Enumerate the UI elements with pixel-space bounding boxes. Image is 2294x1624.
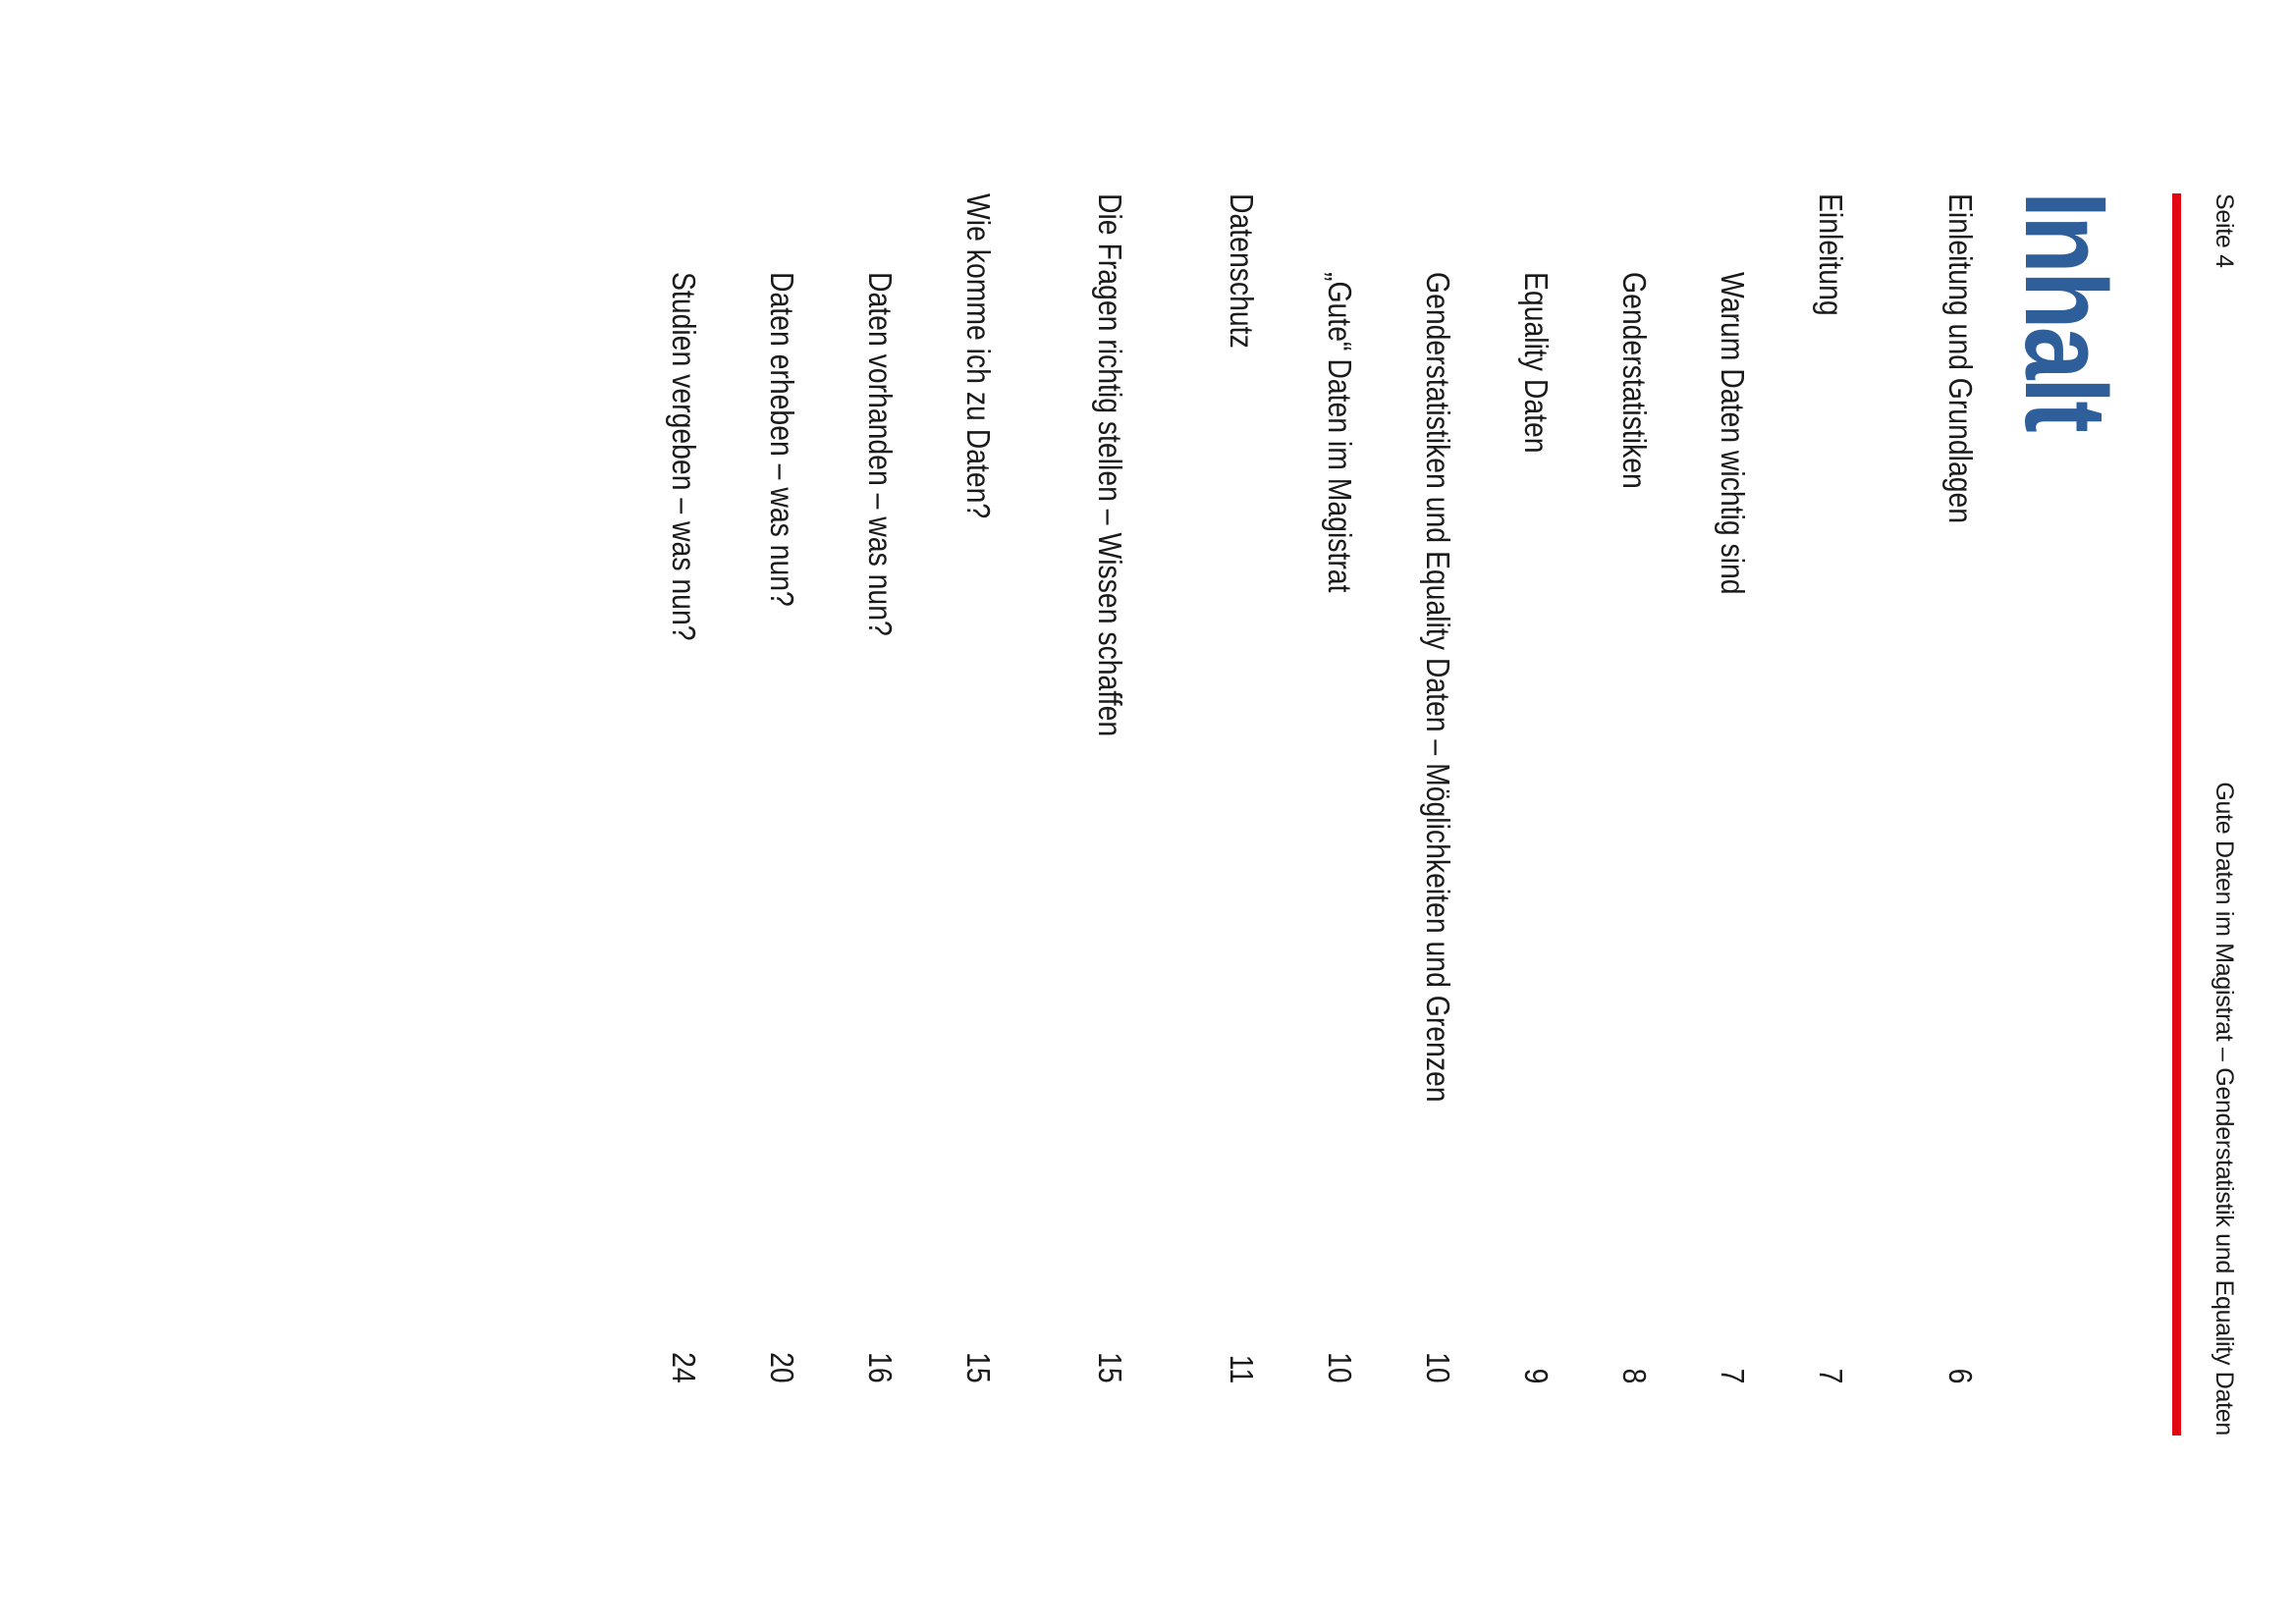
toc-entry-warum-daten-wichtig-sind[interactable]	[1707, 193, 1752, 1383]
toc-entry-label: Genderstatistiken und Equality Daten – Möglichkeiten und Grenzen	[1420, 272, 1456, 1103]
toc-entry-label: Warum Daten wichtig sind	[1715, 272, 1751, 595]
table-of-contents	[0, 193, 2294, 1383]
toc-entry-label: Einleitung	[1813, 193, 1849, 316]
toc-entry-label: Einleitung und Grundlagen	[1942, 193, 1979, 524]
toc-entry-datenschutz[interactable]	[1216, 193, 1261, 1383]
toc-entry-label: Wie komme ich zu Daten?	[960, 193, 997, 519]
toc-entry-page: 15	[1092, 1352, 1128, 1383]
toc-entry-label: Equality Daten	[1518, 272, 1555, 454]
toc-entry-label: „Gute“ Daten im Magistrat	[1322, 272, 1358, 593]
toc-entry-label: Die Fragen richtig stellen – Wissen schaffen	[1092, 193, 1128, 737]
toc-entry-page: 6	[1942, 1368, 1979, 1383]
toc-entry-page: 11	[1224, 1354, 1260, 1383]
toc-entry-label: Studien vergeben – was nun?	[666, 272, 702, 641]
toc-entry-page: 7	[1813, 1368, 1849, 1383]
toc-entry-page: 7	[1715, 1368, 1751, 1383]
toc-entry-label: Daten vorhanden – was nun?	[862, 272, 899, 636]
toc-entry-page: 10	[1322, 1352, 1358, 1383]
toc-entry-page: 8	[1616, 1368, 1653, 1383]
toc-entry-page: 10	[1420, 1352, 1456, 1383]
toc-entry-equality-daten[interactable]	[1510, 193, 1556, 1383]
toc-entry-gute-daten-im-magistrat[interactable]	[1314, 193, 1359, 1383]
page-number: Seite 4	[2211, 193, 2238, 268]
toc-entry-label: Daten erheben – was nun?	[764, 272, 800, 607]
toc-entry-moeglichkeiten-und-grenzen[interactable]	[1412, 193, 1457, 1383]
toc-entry-page: 16	[862, 1352, 899, 1383]
toc-entry-die-fragen-richtig-stellen[interactable]	[1084, 193, 1129, 1383]
toc-entry-einleitung[interactable]	[1805, 193, 1850, 1383]
toc-entry-page: 9	[1518, 1368, 1555, 1383]
toc-entry-daten-erheben[interactable]	[756, 193, 801, 1383]
toc-entry-daten-vorhanden[interactable]	[854, 193, 900, 1383]
toc-entry-page: 15	[960, 1352, 997, 1383]
toc-entry-page: 24	[666, 1352, 702, 1383]
document-title: Gute Daten im Magistrat – Genderstatistik und Equality Daten	[2211, 782, 2238, 1435]
toc-entry-label: Genderstatistiken	[1616, 272, 1653, 489]
toc-entry-wie-komme-ich-zu-daten[interactable]	[953, 193, 998, 1383]
toc-entry-einleitung-und-grundlagen[interactable]	[1935, 193, 1980, 1383]
toc-heading: Inhalt	[2000, 191, 2130, 431]
toc-entry-page: 20	[764, 1352, 800, 1383]
toc-entry-label: Datenschutz	[1224, 193, 1260, 349]
toc-entry-genderstatistiken[interactable]	[1609, 193, 1654, 1383]
toc-entry-studien-vergeben[interactable]	[658, 193, 703, 1383]
